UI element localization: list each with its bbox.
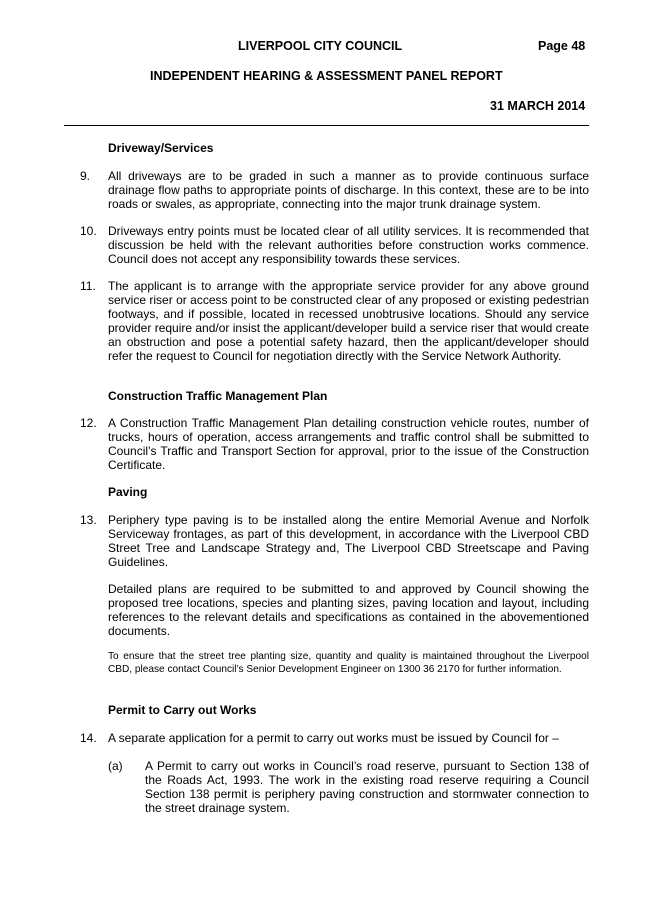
condition-13-note: To ensure that the street tree planting size, quantity and quality is maintained throughout the Liverpool CBD, please contact Council’s Senior Development Engineer on 1300 36 2170 for further information. (108, 651, 589, 675)
condition-13-detail-text: Detailed plans are required to be submitted to and approved by Council showing the proposed tree locations, species and planting sizes, paving location and layout, including references to the relevant details and specifications as contained in the abovementioned documents. (108, 582, 589, 638)
section-heading-permit: Permit to Carry out Works (108, 703, 257, 717)
condition-14a-label: (a) (108, 759, 123, 773)
condition-14-text: A separate application for a permit to carry out works must be issued by Council for – (108, 731, 559, 745)
council-name: LIVERPOOL CITY COUNCIL (238, 39, 403, 53)
condition-9-text: All driveways are to be graded in such a manner as to provide continuous surface drainage flow paths to appropriate points of discharge. In this context, these are to be into roads or swales, as appropriate, connecting into the major trunk drainage system. (108, 169, 589, 211)
condition-14-number: 14. (80, 731, 97, 745)
condition-11-text: The applicant is to arrange with the appropriate service provider for any above ground service riser or access point to be constructed clear of any proposed or existing pedestrian footways, and if possible, located in recessed unobtrusive locations. Should any service provider require and/or insist the applicant/developer build a service riser that would create an obstruction and pose a potential safety hazard, then the applicant/developer should refer the request to Council for negotiation directly with the Service Network Authority. (108, 279, 589, 363)
page-number: Page 48 (538, 39, 586, 53)
report-title: INDEPENDENT HEARING & ASSESSMENT PANEL REPORT (150, 69, 503, 83)
condition-9-number: 9. (80, 169, 91, 183)
report-date: 31 MARCH 2014 (490, 99, 586, 113)
condition-14a-text: A Permit to carry out works in Council’s road reserve, pursuant to Section 138 of the Roads Act, 1993. The work in the existing road reserve requiring a Council Section 138 permit is periphery paving construction and stormwater connection to the street drainage system. (145, 759, 589, 815)
condition-13-text: Periphery type paving is to be installed along the entire Memorial Avenue and Norfolk Serviceway frontages, as part of this development, in accordance with the Liverpool CBD Street Tree and Landscape Strategy and, The Liverpool CBD Streetscape and Paving Guidelines. (108, 513, 589, 569)
condition-10-number: 10. (80, 224, 97, 238)
section-heading-driveway: Driveway/Services (108, 141, 214, 155)
header-divider (64, 125, 589, 126)
condition-10-text: Driveways entry points must be located clear of all utility services. It is recommended that discussion be held with the relevant authorities before construction works commence. Council does not accept any responsibility towards these services. (108, 224, 589, 266)
condition-12-number: 12. (80, 416, 97, 430)
condition-13-number: 13. (80, 513, 97, 527)
section-heading-paving: Paving (108, 485, 148, 499)
condition-12-text: A Construction Traffic Management Plan detailing construction vehicle routes, number of trucks, hours of operation, access arrangements and traffic control shall be submitted to Council’s Traffic and Transport Section for approval, prior to the issue of the Construction Certificate. (108, 416, 589, 472)
section-heading-traffic: Construction Traffic Management Plan (108, 389, 328, 403)
condition-11-number: 11. (80, 279, 96, 293)
